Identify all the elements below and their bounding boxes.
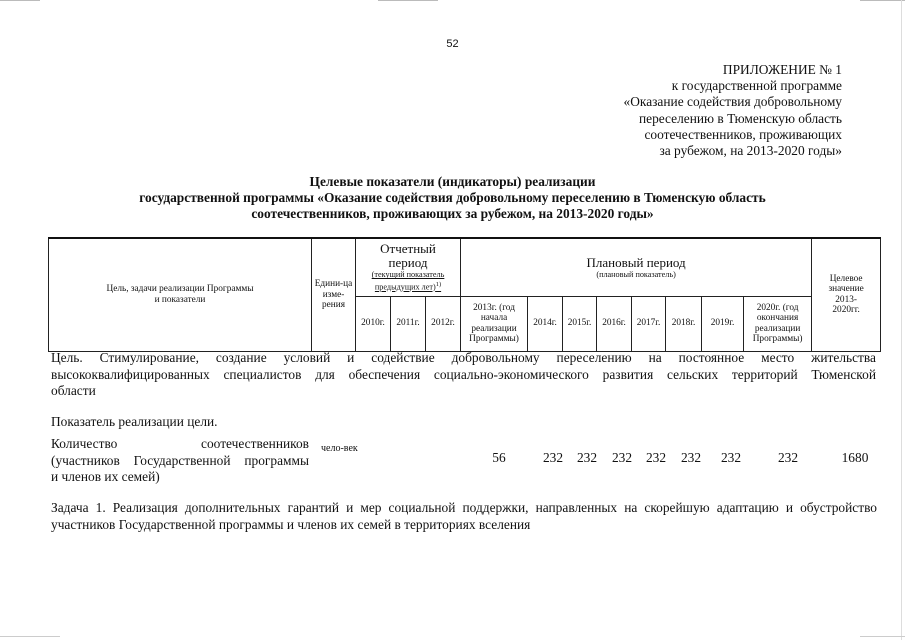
goal-line: Цель. Стимулирование, создание условий и содействие добровольному переселению на постоянное место жительства	[51, 350, 876, 365]
value-total: 1680	[841, 450, 869, 465]
title-line: государственной программы «Оказание содействия добровольному переселению в Тюменскую область	[139, 190, 766, 206]
year-2018-header: 2018г.	[666, 296, 702, 351]
scan-right-edge	[901, 0, 902, 640]
goal-line: высококвалифицированных специалистов для обеспечения социально-экономического развития сельских территорий Тюменской	[51, 366, 876, 382]
year-2015-header: 2015г.	[563, 296, 597, 351]
value-2019: 232	[720, 450, 742, 465]
value-2014: 232	[542, 450, 564, 465]
task-1-paragraph	[51, 500, 877, 533]
value-2017: 232	[645, 450, 667, 465]
year-2016-header: 2016г.	[597, 296, 632, 351]
value-2020: 232	[777, 450, 799, 465]
reporting-period-subtitle	[356, 270, 460, 292]
scan-top-edge	[860, 0, 905, 1]
scan-top-edge	[378, 0, 438, 1]
title-line: соотечественников, проживающих за рубежом, на 2013-2020 годы»	[251, 206, 654, 222]
appendix-line: к государственной программе	[671, 78, 842, 94]
reporting-period-title: Отчетный период	[380, 241, 436, 271]
task-line: Задача 1. Реализация дополнительных гарантий и мер социальной поддержки, направленных на скорейшую адаптацию и обустройство	[51, 500, 877, 515]
year-2012-header: 2012г.	[426, 296, 461, 351]
year-2017-header: 2017г.	[632, 296, 666, 351]
value-2013: 56	[492, 450, 506, 465]
appendix-line: «Оказание содействия добровольному	[623, 94, 842, 110]
indicator-row	[51, 436, 881, 486]
appendix-line: соотечественников, проживающих	[644, 126, 842, 142]
year-2019-header: 2019г.	[702, 296, 744, 351]
year-2010-header: 2010г.	[356, 296, 391, 351]
column-goal-header	[49, 238, 312, 351]
indicator-name-line: (участников Государственной программы	[51, 452, 309, 468]
value-2016: 232	[611, 450, 633, 465]
indicator-heading: Показатель реализации цели.	[51, 414, 218, 429]
scan-bottom-edge	[860, 636, 905, 637]
scan-bottom-edge	[0, 636, 60, 637]
scan-top-edge	[0, 0, 40, 1]
indicator-unit: чело-век	[321, 443, 358, 454]
indicator-name	[51, 436, 309, 486]
appendix-line: ПРИЛОЖЕНИЕ № 1	[722, 62, 842, 77]
reporting-period-note: (текущий показатель предыдущих лет)	[371, 270, 445, 292]
appendix-block	[624, 62, 842, 159]
column-goal-line: Цель, задачи реализации Программы	[106, 284, 254, 295]
column-unit-header: Едини-ца изме-рения	[312, 238, 356, 351]
document-title	[0, 174, 905, 223]
planned-period-header	[461, 238, 812, 296]
target-value-header: Целевое значение 2013-2020гг.	[812, 238, 881, 351]
value-2015: 232	[576, 450, 598, 465]
year-2011-header: 2011г.	[391, 296, 426, 351]
reporting-period-header	[356, 238, 461, 296]
task-line: участников Государственной программы и членов их семей в территориях вселения	[51, 516, 531, 532]
indicator-name-line: и членов их семей)	[51, 469, 160, 484]
goal-paragraph	[51, 350, 876, 400]
appendix-line: за рубежом, на 2013-2020 годы»	[659, 143, 842, 159]
indicators-table-header	[48, 237, 881, 352]
year-2014-header: 2014г.	[528, 296, 563, 351]
planned-period-title: Плановый период	[586, 254, 686, 270]
column-goal-line: и показатели	[154, 294, 206, 305]
goal-line: области	[51, 383, 96, 398]
year-2013-header: 2013г. (год начала реализации Программы)	[461, 296, 528, 351]
value-2018: 232	[680, 450, 702, 465]
page-number: 52	[446, 38, 459, 50]
indicator-name-line: Количество соотечественников	[51, 436, 309, 451]
title-line: Целевые показатели (индикаторы) реализации	[309, 174, 596, 189]
footnote-marker: 1)	[435, 280, 442, 288]
planned-period-subtitle: (плановый показатель)	[596, 269, 676, 279]
appendix-line: переселению в Тюменскую область	[638, 110, 842, 126]
year-2020-header: 2020г. (год окончания реализации Программы)	[744, 296, 812, 351]
